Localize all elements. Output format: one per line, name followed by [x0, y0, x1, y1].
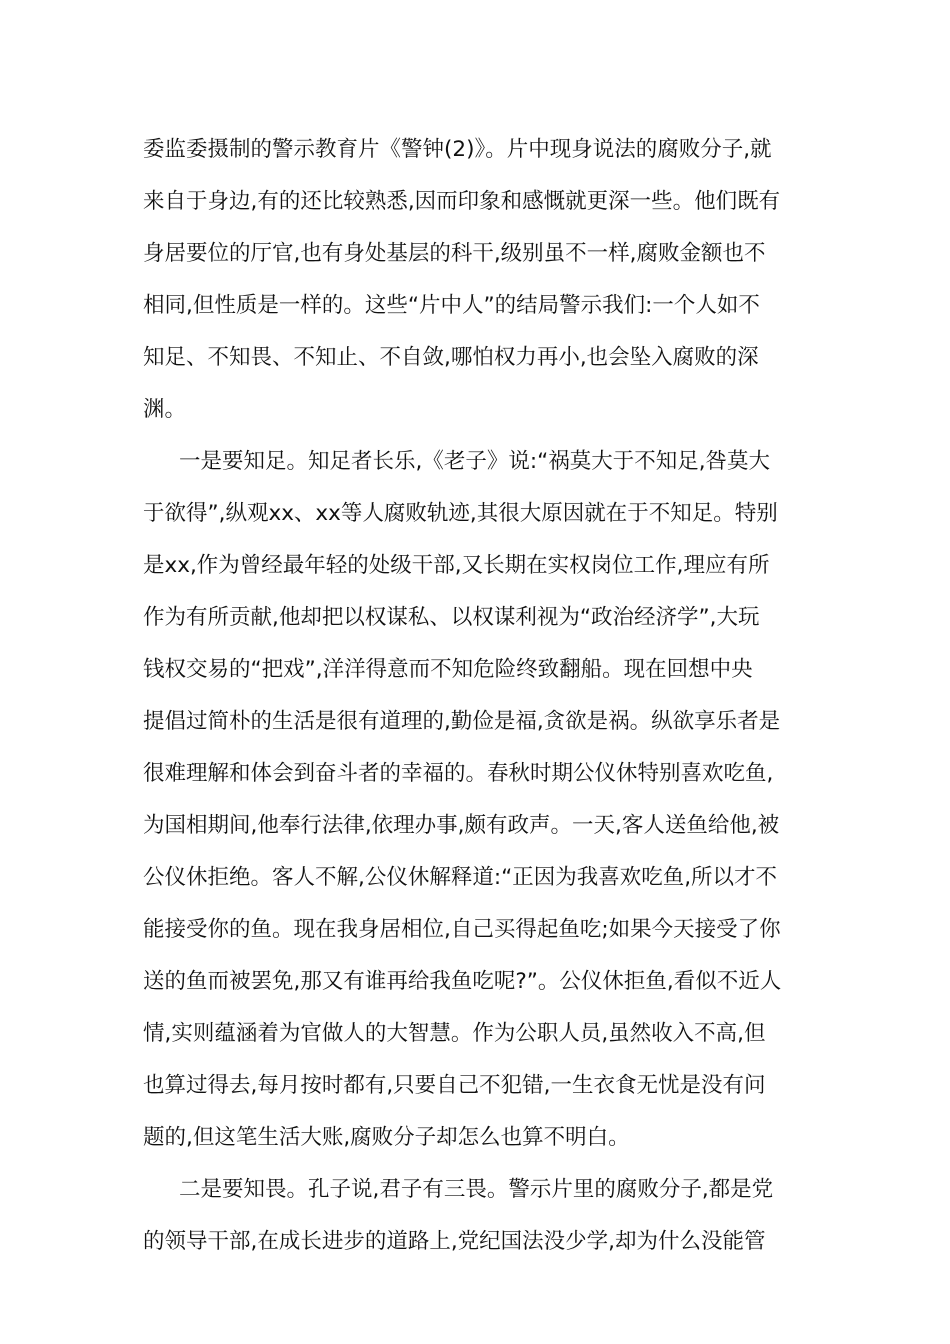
paragraph-start-line: 一是要知足。知足者长乐,《老子》说:“祸莫大于不知足,咎莫大	[179, 449, 771, 474]
text-line: 能接受你的鱼。现在我身居相位,自己买得起鱼吃;如果今天接受了你	[143, 917, 781, 942]
text-line: 也算过得去,每月按时都有,只要自己不犯错,一生衣食无忧是没有问	[143, 1073, 766, 1098]
paragraph-start-line: 二是要知畏。孔子说,君子有三畏。警示片里的腐败分子,都是党	[179, 1177, 774, 1202]
text-line: 于欲得”,纵观xx、xx等人腐败轨迹,其很大原因就在于不知足。特别	[143, 501, 778, 526]
text-line: 题的,但这笔生活大账,腐败分子却怎么也算不明白。	[143, 1125, 630, 1150]
text-line: 作为有所贡献,他却把以权谋私、以权谋利视为“政治经济学”,大玩	[143, 605, 760, 630]
text-line: 知足、不知畏、不知止、不自敛,哪怕权力再小,也会坠入腐败的深	[143, 345, 759, 370]
text-line: 公仪休拒绝。客人不解,公仪休解释道:“正因为我喜欢吃鱼,所以才不	[143, 865, 778, 890]
text-line: 来自于身边,有的还比较熟悉,因而印象和感慨就更深一些。他们既有	[143, 189, 781, 214]
body-text	[143, 124, 807, 1268]
text-line: 送的鱼而被罢免,那又有谁再给我鱼吃呢?”。公仪休拒鱼,看似不近人	[143, 969, 782, 994]
text-line: 委监委摄制的警示教育片《警钟(2)》。片中现身说法的腐败分子,就	[143, 137, 772, 162]
text-line: 钱权交易的“把戏”,洋洋得意而不知危险终致翻船。现在回想中央	[143, 657, 753, 682]
text-line: 很难理解和体会到奋斗者的幸福的。春秋时期公仪休特别喜欢吃鱼,	[143, 761, 774, 786]
text-line: 提倡过简朴的生活是很有道理的,勤俭是福,贪欲是祸。纵欲享乐者是	[143, 709, 781, 734]
text-line: 情,实则蕴涵着为官做人的大智慧。作为公职人员,虽然收入不高,但	[143, 1021, 766, 1046]
text-line: 为国相期间,他奉行法律,依理办事,颇有政声。一天,客人送鱼给他,被	[143, 813, 780, 838]
text-line: 身居要位的厅官,也有身处基层的科干,级别虽不一样,腐败金额也不	[143, 241, 766, 266]
text-line: 渊。	[143, 397, 187, 422]
text-line: 相同,但性质是一样的。这些“片中人”的结局警示我们:一个人如不	[143, 293, 760, 318]
text-line: 的领导干部,在成长进步的道路上,党纪国法没少学,却为什么没能管	[143, 1229, 766, 1254]
text-line: 是xx,作为曾经最年轻的处级干部,又长期在实权岗位工作,理应有所	[143, 553, 770, 578]
